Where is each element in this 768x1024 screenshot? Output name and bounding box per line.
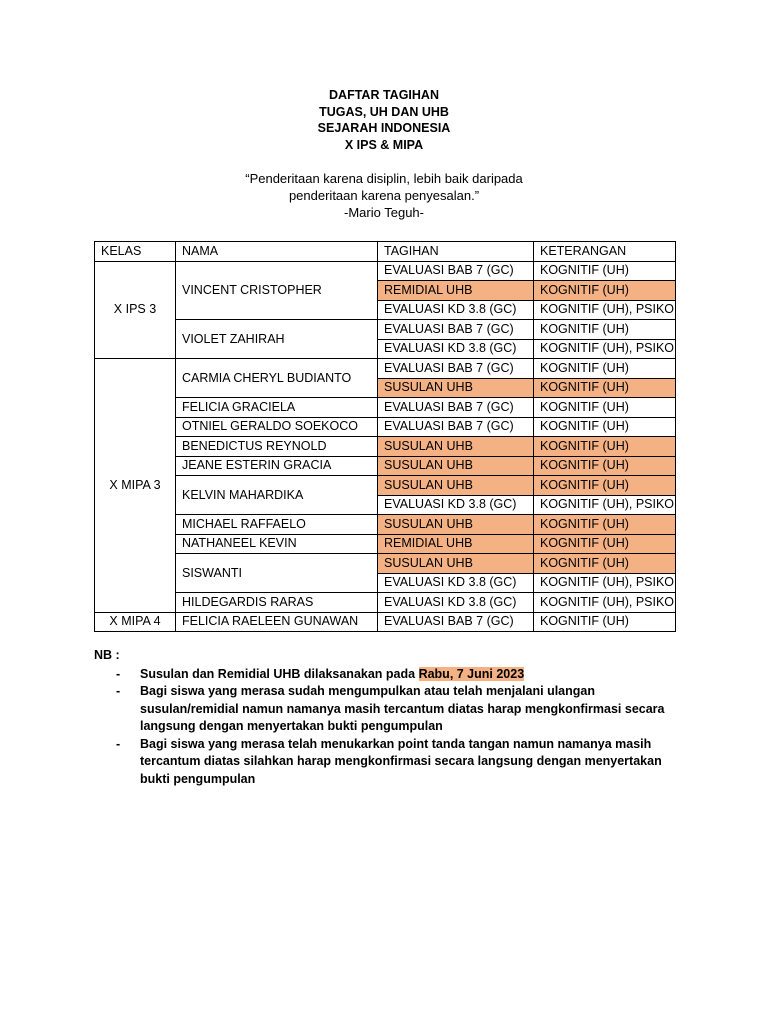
document-title: [0, 87, 768, 153]
keterangan-cell: KOGNITIF (UH), PSIKO: [534, 593, 676, 613]
quote-line: penderitaan karena penyesalan.”: [288, 188, 480, 203]
keterangan-cell: KOGNITIF (UH): [534, 476, 676, 496]
nama-cell: JEANE ESTERIN GRACIA: [176, 456, 378, 476]
keterangan-cell: KOGNITIF (UH): [534, 437, 676, 457]
tagihan-cell: SUSULAN UHB: [378, 456, 534, 476]
table-row: [95, 417, 676, 437]
tagihan-cell: SUSULAN UHB: [378, 476, 534, 496]
column-header-tagihan: TAGIHAN: [378, 242, 534, 262]
table-row: [95, 534, 676, 554]
nama-cell: OTNIEL GERALDO SOEKOCO: [176, 417, 378, 437]
table-row: [95, 261, 676, 281]
tagihan-cell: SUSULAN UHB: [378, 437, 534, 457]
note-item: [94, 736, 694, 789]
keterangan-cell: KOGNITIF (UH): [534, 359, 676, 379]
keterangan-cell: KOGNITIF (UH): [534, 261, 676, 281]
table-row: [95, 320, 676, 340]
keterangan-cell: KOGNITIF (UH): [534, 320, 676, 340]
table-row: [95, 359, 676, 379]
title-line: TUGAS, UH DAN UHB: [319, 104, 449, 119]
keterangan-cell: KOGNITIF (UH): [534, 398, 676, 418]
kelas-cell: X MIPA 3: [95, 359, 176, 613]
table-row: [95, 456, 676, 476]
keterangan-cell: KOGNITIF (UH): [534, 456, 676, 476]
tagihan-cell: REMIDIAL UHB: [378, 281, 534, 301]
title-line: SEJARAH INDONESIA: [317, 121, 451, 135]
tagihan-cell: EVALUASI KD 3.8 (GC): [378, 495, 534, 515]
table-row: [95, 398, 676, 418]
nama-cell: BENEDICTUS REYNOLD: [176, 437, 378, 457]
nama-cell: VIOLET ZAHIRAH: [176, 320, 378, 359]
notes-title: NB :: [94, 648, 120, 662]
nama-cell: FELICIA GRACIELA: [176, 398, 378, 418]
nama-cell: KELVIN MAHARDIKA: [176, 476, 378, 515]
keterangan-cell: KOGNITIF (UH): [534, 378, 676, 398]
table-row: [95, 612, 676, 632]
note-dash: -: [116, 666, 121, 681]
tagihan-cell: EVALUASI KD 3.8 (GC): [378, 573, 534, 593]
keterangan-cell: KOGNITIF (UH): [534, 554, 676, 574]
nama-cell: SISWANTI: [176, 554, 378, 593]
kelas-cell: X IPS 3: [95, 261, 176, 359]
tagihan-cell: EVALUASI KD 3.8 (GC): [378, 300, 534, 320]
note-text: Bagi siswa yang merasa telah menukarkan point tanda tangan namun namanya masih tercantum diatas silahkan harap mengkonfirmasi secara langsung dengan menyertakan bukti pengumpulan: [140, 736, 662, 786]
note-item: [94, 683, 694, 736]
tagihan-cell: REMIDIAL UHB: [378, 534, 534, 554]
tagihan-cell: EVALUASI BAB 7 (GC): [378, 261, 534, 281]
keterangan-cell: KOGNITIF (UH), PSIKO: [534, 495, 676, 515]
quote-line: “Penderitaan karena disiplin, lebih baik daripada: [245, 171, 523, 186]
keterangan-cell: KOGNITIF (UH): [534, 534, 676, 554]
tagihan-cell: EVALUASI KD 3.8 (GC): [378, 339, 534, 359]
table-row: [95, 593, 676, 613]
note-dash: -: [116, 684, 121, 698]
note-text: Susulan dan Remidial UHB dilaksanakan pada: [140, 666, 419, 681]
nama-cell: MICHAEL RAFFAELO: [176, 515, 378, 535]
nama-cell: HILDEGARDIS RARAS: [176, 593, 378, 613]
tagihan-cell: EVALUASI KD 3.8 (GC): [378, 593, 534, 613]
keterangan-cell: KOGNITIF (UH): [534, 417, 676, 437]
table-row: [95, 437, 676, 457]
note-dash: -: [116, 736, 121, 751]
note-item: [94, 666, 694, 684]
keterangan-cell: KOGNITIF (UH), PSIKO: [534, 573, 676, 593]
tagihan-cell: EVALUASI BAB 7 (GC): [378, 417, 534, 437]
quote-author: -Mario Teguh-: [344, 205, 424, 220]
tagihan-cell: EVALUASI BAB 7 (GC): [378, 612, 534, 632]
table-row: [95, 554, 676, 574]
bills-table: [94, 241, 676, 632]
kelas-cell: X MIPA 4: [95, 612, 176, 632]
keterangan-cell: KOGNITIF (UH): [534, 612, 676, 632]
note-date-highlight: Rabu, 7 Juni 2023: [418, 666, 525, 681]
tagihan-cell: EVALUASI BAB 7 (GC): [378, 359, 534, 379]
table-row: [95, 476, 676, 496]
column-header-kelas: KELAS: [95, 242, 176, 262]
tagihan-cell: EVALUASI BAB 7 (GC): [378, 398, 534, 418]
nama-cell: VINCENT CRISTOPHER: [176, 261, 378, 320]
notes-section: [94, 647, 694, 788]
table-row: [95, 515, 676, 535]
keterangan-cell: KOGNITIF (UH), PSIKO: [534, 339, 676, 359]
keterangan-cell: KOGNITIF (UH), PSIKO: [534, 300, 676, 320]
title-line: X IPS & MIPA: [344, 137, 424, 152]
keterangan-cell: KOGNITIF (UH): [534, 281, 676, 301]
tagihan-cell: EVALUASI BAB 7 (GC): [378, 320, 534, 340]
keterangan-cell: KOGNITIF (UH): [534, 515, 676, 535]
table-header-row: [95, 242, 676, 262]
nama-cell: CARMIA CHERYL BUDIANTO: [176, 359, 378, 398]
column-header-nama: NAMA: [176, 242, 378, 262]
note-text: Bagi siswa yang merasa sudah mengumpulkan atau telah menjalani ulangan susulan/remidial namun namanya masih tercantum diatas harap mengkonfirmasi secara langsung dengan menyertakan bukti pengumpulan: [140, 684, 665, 733]
tagihan-cell: SUSULAN UHB: [378, 378, 534, 398]
tagihan-cell: SUSULAN UHB: [378, 515, 534, 535]
tagihan-cell: SUSULAN UHB: [378, 554, 534, 574]
nama-cell: FELICIA RAELEEN GUNAWAN: [176, 612, 378, 632]
quote: [0, 170, 768, 221]
title-line: DAFTAR TAGIHAN: [329, 88, 439, 102]
nama-cell: NATHANEEL KEVIN: [176, 534, 378, 554]
notes-list: [94, 666, 694, 789]
column-header-keterangan: KETERANGAN: [534, 242, 676, 262]
